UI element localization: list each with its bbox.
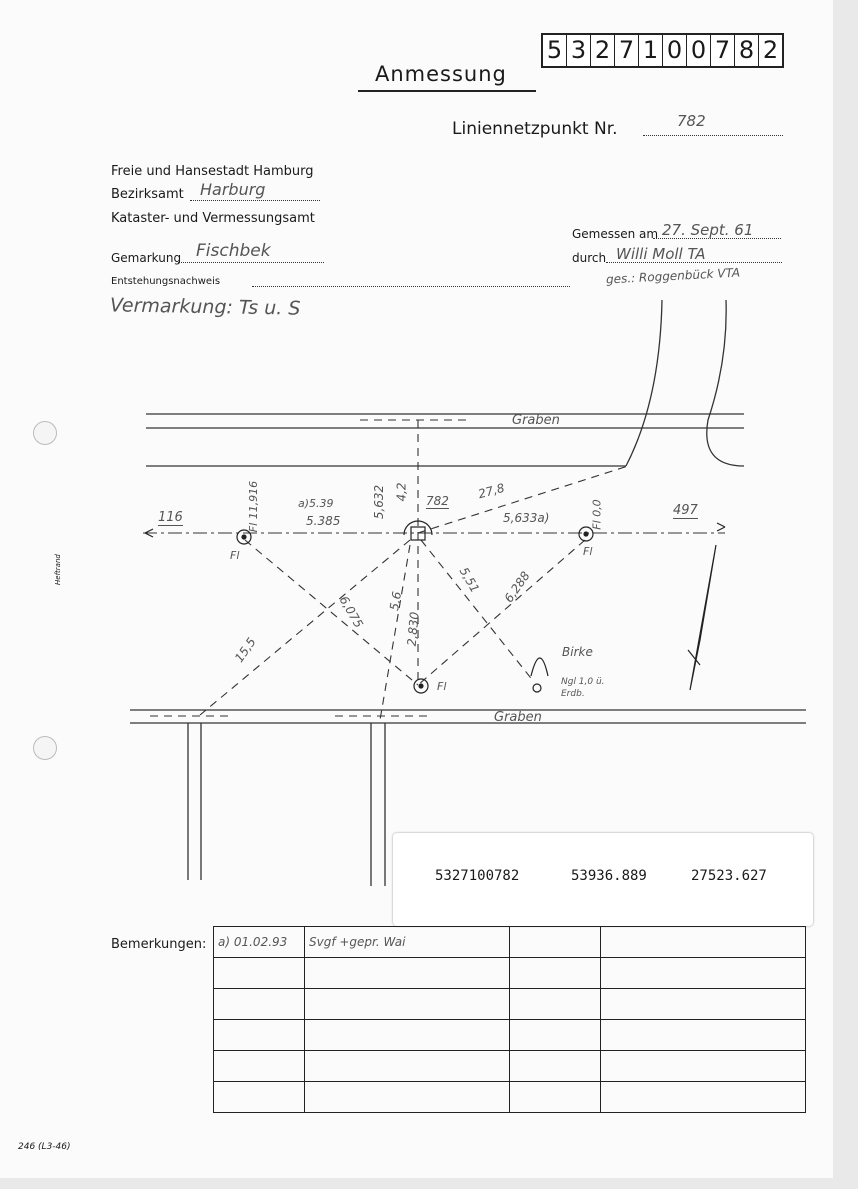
bemerkungen-table [213,926,806,1113]
durch-value: Willi Moll TA [616,245,706,263]
birke-note2: Erdb. [561,689,585,699]
measure-15-5 [200,540,410,715]
birke-label: Birke [562,645,593,659]
form-code: 246 (L3-46) [18,1142,71,1152]
coordinate-id: 5327100782 [435,868,520,884]
fl-bottom-label: Fl [437,680,447,693]
fl-right-label: Fl [583,545,593,558]
measure-551: 5,51 [456,564,483,596]
document-number-digit: 5 [543,35,567,66]
graben-bottom-label: Graben [494,710,542,725]
document-number-digit: 2 [762,36,779,64]
birke-note1: Ngl 1,0 ü. [561,677,605,687]
measure-5385: 5.385 [306,514,341,528]
document-number-digit: 0 [663,35,687,66]
bemerkungen-label: Bemerkungen: [111,937,207,952]
table-row [214,927,806,958]
graben-top-label: Graben [512,413,560,428]
measure-56: 5,6 [386,590,405,612]
table-row [214,989,806,1020]
remark-date: a) 01.02.93 [214,927,305,958]
right-reference: 497 [673,503,698,518]
left-reference: 116 [158,510,183,525]
fl-left-vertical-label: Fl 11,916 [247,480,261,533]
measure-42: 4,2 [394,482,409,502]
document-number-digit: 0 [687,35,711,66]
measure-6075 [245,540,418,685]
fl-left-label: Fl [230,549,240,562]
remark-text: Svgf +gepr. Wai [305,927,510,958]
measure-5632: 5,632 [372,484,387,520]
table-row [214,958,806,989]
north-arrow-icon [688,545,716,690]
durch-label: durch [572,251,607,265]
measure-6-288 [418,540,585,685]
document-number-digit: 7 [711,35,735,66]
birke-marker [533,684,541,692]
vermarkung-note: Vermarkung: Ts u. S [109,294,301,320]
table-row [214,1051,806,1082]
measure-2830: 2,830 [404,611,422,647]
measure-5-51 [421,540,534,682]
road-curve-right [707,300,744,466]
heftrand-label: Heftrand [54,554,62,585]
gemessen-label: Gemessen am [572,227,659,241]
coordinate-label [393,833,813,926]
gemarkung-value: Fischbek [196,241,271,261]
table-row [214,1082,806,1113]
liniennetzpunkt-label: Liniennetzpunkt Nr. [452,119,618,139]
measure-6075: 6,075 [336,593,366,631]
gesehen-signature: ges.: Roggenbück VTA [605,265,741,287]
arrow-right-icon [717,523,725,531]
entstehungsnachweis-label: Entstehungsnachweis [111,276,221,287]
document-number-digit: 7 [615,35,639,66]
birke-tree-icon [531,658,548,676]
fl-right-vertical-label: Fl 0,0 [590,499,604,530]
measure-5633: 5,633a) [503,511,550,525]
document-number-digit: 1 [639,35,663,66]
bezirksamt-value: Harburg [200,180,266,199]
document-number-digit: 2 [591,35,615,66]
measure-a539: a)5.39 [298,497,334,510]
measure-278: 27,8 [476,480,507,502]
document-number-digit: 8 [735,35,759,66]
bezirksamt-label: Bezirksamt [111,187,184,202]
coordinate-x: 53936.889 [571,868,647,884]
authority-line3: Kataster- und Vermessungsamt [111,211,315,226]
point-782-label: 782 [426,494,449,508]
authority-line1: Freie und Hansestadt Hamburg [111,164,314,179]
measure-155: 15,5 [231,635,259,665]
coordinate-y: 27523.627 [691,868,767,884]
gemessen-value: 27. Sept. 61 [662,221,754,239]
table-row [214,1020,806,1051]
gemarkung-label: Gemarkung [111,251,182,265]
document-number-digit: 3 [567,35,591,66]
page-title: Anmessung [375,62,507,86]
road-curve-left [626,300,662,466]
measure-6288: 6,288 [501,568,533,606]
liniennetzpunkt-value: 782 [677,112,706,130]
